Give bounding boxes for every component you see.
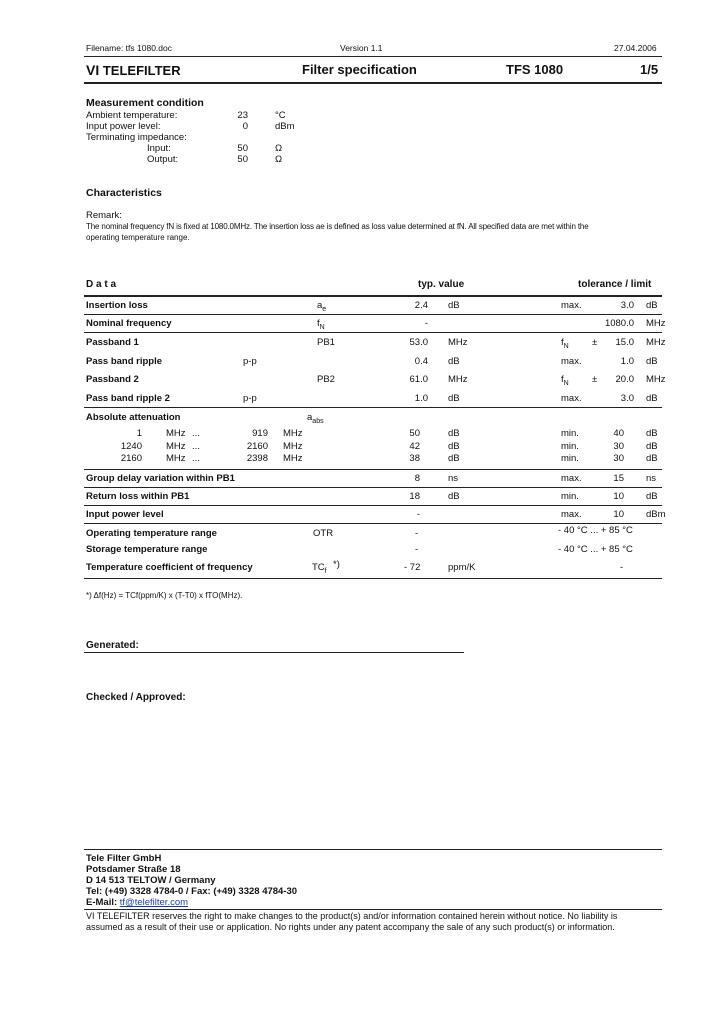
company-phone: Tel: (+49) 3328 4784-0 / Fax: (+49) 3328 4784-30 (86, 886, 298, 897)
row-limit-type-sub: N (563, 342, 569, 350)
row-label: Input power level (86, 509, 164, 520)
row-symbol: PB2 (317, 374, 335, 385)
row-symbol: PB1 (317, 337, 335, 348)
row-typ-value: 2.4 (414, 300, 428, 311)
row-tolerance: 15.0 (615, 337, 634, 348)
row-limit-type (561, 374, 569, 387)
row-divider (84, 407, 662, 408)
att-tolerance: 30 (613, 441, 624, 452)
att-unit-to: MHz (283, 428, 303, 439)
row-label: Group delay variation within PB1 (86, 473, 235, 484)
generated-label: Generated: (86, 640, 139, 651)
att-unit: dB (448, 441, 460, 452)
row-tolerance: 20.0 (615, 374, 634, 385)
row-symbol-main: f (317, 318, 320, 329)
disclaimer-line-2: assumed as a result of their use or application. No rights under any patent accompany the sale of any such product(s) or information. (86, 922, 615, 932)
row-unit: dB (448, 356, 460, 367)
row-tolerance-unit: dB (646, 393, 658, 404)
row-tolerance-unit: dB (646, 491, 658, 502)
row-typ-value: 18 (409, 491, 420, 502)
row-typ-value: 61.0 (409, 374, 428, 385)
row-tolerance-unit: MHz (646, 374, 666, 385)
row-label: Pass band ripple (86, 356, 163, 367)
part-number: TFS 1080 (506, 62, 564, 77)
tcf-symbol (312, 562, 327, 575)
impedance-label: Terminating impedance: (86, 132, 187, 143)
row-unit: dB (448, 300, 460, 311)
row-tolerance-unit: dB (646, 300, 658, 311)
row-symbol-main: a (317, 300, 323, 311)
att-limit-type: min. (561, 441, 579, 452)
tcf-symbol-sub: f (324, 567, 327, 575)
row-divider (84, 332, 662, 333)
row-tolerance-unit: MHz (646, 337, 666, 348)
row-limit-type-sub: N (563, 379, 569, 387)
remark-line-1: The nominal frequency fN is fixed at 1080.0MHz. The insertion loss ae is defined as loss value determined at fN. All specified data are met within the (86, 222, 589, 231)
header-date: 27.04.2006 (614, 43, 657, 53)
tcf-label: Temperature coefficient of frequency (86, 562, 253, 573)
att-from: 1240 (120, 441, 142, 452)
ambient-label: Ambient temperature: (86, 110, 178, 121)
output-label: Output: (147, 154, 179, 165)
row-divider (84, 578, 662, 579)
row-typ-value: 53.0 (409, 337, 428, 348)
row-divider (84, 523, 662, 524)
row-divider (84, 314, 662, 315)
ambient-value: 23 (237, 110, 248, 121)
row-label: Return loss within PB1 (86, 491, 190, 502)
att-tolerance-unit: dB (646, 453, 658, 464)
input-unit: Ω (275, 143, 283, 154)
row-unit: MHz (448, 374, 468, 385)
row-label: Pass band ripple 2 (86, 393, 170, 404)
row-symbol (317, 300, 326, 313)
storage-range: - 40 °C ... + 85 °C (558, 544, 633, 555)
tcf-tolerance: - (620, 562, 624, 573)
att-to: 2398 (246, 453, 268, 464)
email-label: E-Mail: (86, 897, 118, 908)
ambient-unit: °C (275, 110, 286, 121)
row-symbol-sub: N (319, 323, 325, 331)
row-tolerance-unit: dB (646, 356, 658, 367)
row-tolerance: 15 (613, 473, 624, 484)
row-divider (84, 487, 662, 488)
att-tolerance: 40 (613, 428, 624, 439)
att-from: 1 (136, 428, 142, 439)
row-limit-type-main: f (561, 337, 564, 348)
att-unit-to: MHz (283, 441, 303, 452)
abs-att-symbol-main: a (307, 412, 313, 423)
att-tolerance-unit: dB (646, 428, 658, 439)
col-data-header: D a t a (86, 279, 117, 290)
company-city: D 14 513 TELTOW / Germany (86, 875, 216, 886)
company-email-row (86, 897, 188, 908)
email-link[interactable]: tf@telefilter.com (119, 897, 189, 908)
otr-symbol: OTR (313, 528, 334, 539)
characteristics-title: Characteristics (86, 187, 162, 199)
input-label: Input: (147, 143, 171, 154)
row-tolerance: 10 (613, 491, 624, 502)
row-tolerance: 1.0 (620, 356, 634, 367)
att-to: 919 (252, 428, 268, 439)
input-value: 50 (237, 143, 248, 154)
att-unit-to: MHz (283, 453, 303, 464)
att-limit-type: min. (561, 453, 579, 464)
row-divider (84, 469, 662, 470)
company-name: Tele Filter GmbH (86, 853, 162, 864)
row-symbol: p-p (243, 393, 257, 404)
row-typ-value: 0.4 (414, 356, 428, 367)
row-unit: dB (448, 491, 460, 502)
abs-att-symbol (307, 412, 324, 425)
row-symbol (317, 318, 325, 331)
filename: Filename: tfs 1080.doc (86, 43, 172, 53)
power-label: Input power level: (86, 121, 161, 132)
row-typ-value: - (424, 318, 428, 329)
row-label: Insertion loss (86, 300, 148, 311)
remark-line-2: operating temperature range. (86, 233, 190, 242)
row-limit-type: min. (561, 491, 579, 502)
att-unit-from: MHz (166, 453, 186, 464)
measurement-title: Measurement condition (86, 97, 204, 109)
att-to: 2160 (246, 441, 268, 452)
output-unit: Ω (275, 154, 283, 165)
footnote: *) Δf(Hz) = TCf(ppm/K) x (T-T0) x fTO(MHz). (86, 591, 243, 600)
power-value: 0 (242, 121, 248, 132)
att-dots: ... (192, 441, 200, 452)
row-tolerance: 3.0 (620, 300, 634, 311)
page-number: 1/5 (640, 62, 659, 77)
output-value: 50 (237, 154, 248, 165)
row-limit-type (561, 337, 569, 350)
row-typ-value: 1.0 (414, 393, 428, 404)
row-label: Passband 2 (86, 374, 139, 385)
disclaimer-line-1: VI TELEFILTER reserves the right to make changes to the product(s) and/or information contained herein without notice. No liability is (86, 911, 618, 921)
att-dots: ... (192, 453, 200, 464)
row-label: Passband 1 (86, 337, 139, 348)
row-tolerance: 3.0 (620, 393, 634, 404)
att-typ-value: 42 (409, 441, 420, 452)
col-tol-header: tolerance / limit (578, 279, 652, 290)
att-unit-from: MHz (166, 428, 186, 439)
checked-label: Checked / Approved: (86, 692, 186, 703)
att-tolerance-unit: dB (646, 441, 658, 452)
row-symbol: p-p (243, 356, 257, 367)
version: Version 1.1 (340, 43, 383, 53)
row-plusminus: ± (592, 337, 598, 348)
row-tolerance-unit: dBm (646, 509, 666, 520)
power-unit: dBm (275, 121, 295, 132)
row-unit: dB (448, 393, 460, 404)
row-limit-type: max. (561, 473, 582, 484)
otr-range: - 40 °C ... + 85 °C (558, 525, 633, 536)
doc-title: Filter specification (302, 62, 417, 77)
company-logo (86, 62, 181, 78)
att-tolerance: 30 (613, 453, 624, 464)
tcf-symbol-main: TC (312, 562, 325, 573)
otr-typ-value: - (415, 528, 419, 539)
row-tolerance-unit: MHz (646, 318, 666, 329)
att-unit: dB (448, 428, 460, 439)
abs-att-label: Absolute attenuation (86, 412, 181, 423)
att-limit-type: min. (561, 428, 579, 439)
row-unit: ns (448, 473, 459, 484)
abs-att-symbol-sub: abs (312, 417, 324, 425)
col-typ-header: typ. value (418, 279, 465, 290)
storage-label: Storage temperature range (86, 544, 208, 555)
tcf-typ-value: - 72 (404, 562, 421, 573)
row-divider (84, 505, 662, 506)
att-typ-value: 38 (409, 453, 420, 464)
att-dots: ... (192, 428, 200, 439)
row-tolerance: 10 (613, 509, 624, 520)
logo-vi: VI (86, 62, 100, 78)
att-typ-value: 50 (409, 428, 420, 439)
logo-text: TELEFILTER (102, 63, 181, 78)
row-limit-type-main: f (561, 374, 564, 385)
row-label: Nominal frequency (86, 318, 172, 329)
tcf-unit: ppm/K (448, 562, 476, 573)
row-limit-type: max. (561, 300, 582, 311)
row-unit: MHz (448, 337, 468, 348)
row-typ-value: 8 (414, 473, 420, 484)
remark-label: Remark: (86, 210, 122, 221)
row-limit-type: max. (561, 509, 582, 520)
att-unit-from: MHz (166, 441, 186, 452)
row-limit-type: max. (561, 393, 582, 404)
att-unit: dB (448, 453, 460, 464)
tcf-footnote-mark: *) (333, 559, 340, 570)
row-limit-type: max. (561, 356, 582, 367)
row-tolerance-unit: ns (646, 473, 657, 484)
otr-label: Operating temperature range (86, 528, 217, 539)
att-from: 2160 (120, 453, 142, 464)
row-symbol-sub: e (322, 305, 327, 313)
company-street: Potsdamer Straße 18 (86, 864, 181, 875)
row-tolerance: 1080.0 (604, 318, 634, 329)
storage-typ-value: - (415, 544, 419, 555)
row-plusminus: ± (592, 374, 598, 385)
row-typ-value: - (416, 509, 420, 520)
